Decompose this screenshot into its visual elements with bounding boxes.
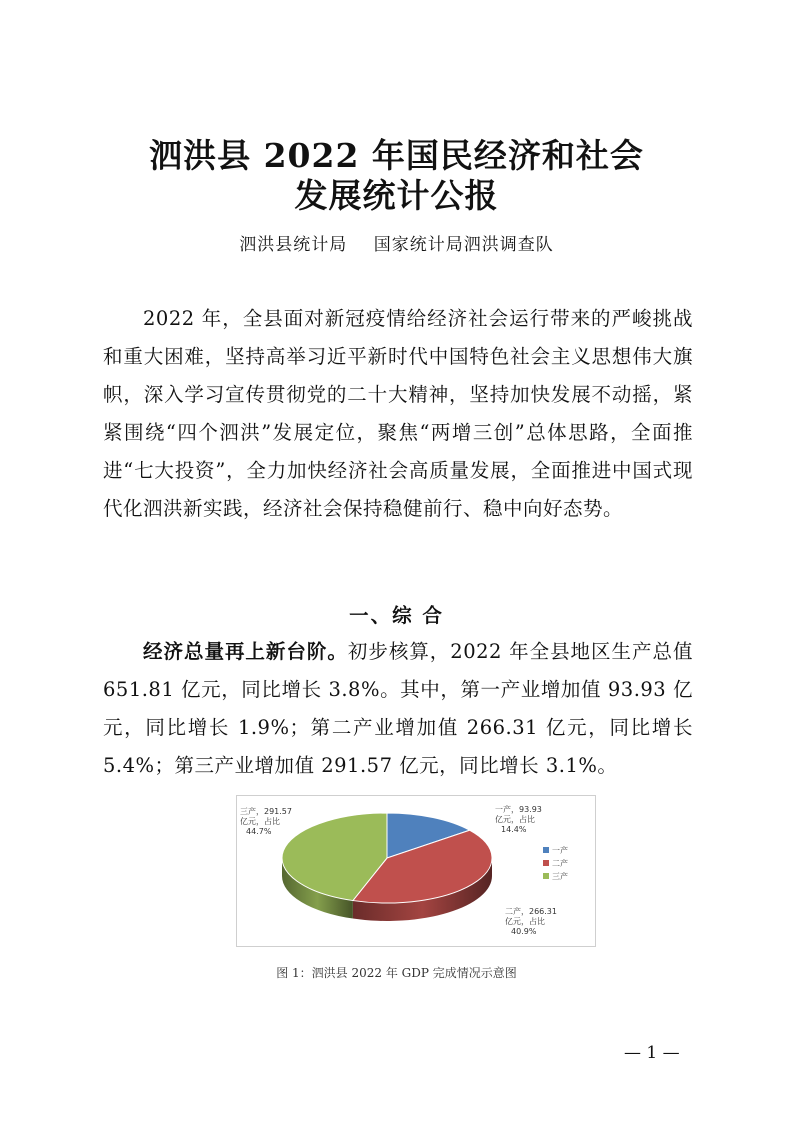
page-number: — 1 — (624, 1043, 680, 1063)
slice-label-三产: 三产，291.57 亿元，占比 44.7% (240, 807, 292, 836)
authors (0, 230, 793, 255)
author-1: 泗洪县统计局 (239, 235, 348, 255)
intro-paragraph: 2022 年，全县面对新冠疫情给经济社会运行带来的严峻挑战和重大困难，坚持高举习近平新时代中国特色社会主义思想伟大旗帜，深入学习宣传贯彻党的二十大精神，坚持加快发展不动摇，紧紧围绕“四个泗洪”发展定位，聚焦“两增三创”总体思路，全面推进“七大投资”，全力加快经济社会高质量发展，全面推进中国式现代化泗洪新实践，经济社会保持稳健前行、稳中向好态势。 (103, 307, 693, 520)
gdp-pie-chart (236, 795, 596, 947)
legend-swatch-二产 (543, 860, 549, 866)
legend-label-二产: 二产 (552, 859, 568, 868)
legend-swatch-三产 (543, 873, 549, 879)
legend-label-一产: 一产 (552, 846, 568, 855)
slice-label-一产: 一产，93.93 亿元，占比 14.4% (495, 805, 542, 834)
figure-caption: 图 1：泗洪县 2022 年 GDP 完成情况示意图 (276, 966, 517, 980)
legend-swatch-一产 (543, 847, 549, 853)
section-heading: 一、综 合 (349, 604, 444, 627)
title-line-1: 泗洪县 2022 年国民经济和社会 (149, 136, 644, 175)
section-paragraph (103, 633, 693, 785)
section-text: 初步核算，2022 年全县地区生产总值 651.81 亿元，同比增长 3.8%。其中，第一产业增加值 93.93 亿元，同比增长 1.9%；第二产业增加值 266.31 亿元，同比增长 5.4%；第三产业增加值 291.57 亿元，同比增长 3.1%。 (103, 640, 693, 777)
author-2: 国家统计局泗洪调查队 (373, 235, 554, 255)
legend-label-三产: 三产 (552, 872, 568, 881)
title-line-2: 发展统计公报 (294, 176, 499, 215)
lead-sentence: 经济总量再上新台阶。 (143, 640, 348, 663)
pie-svg (237, 796, 595, 946)
slice-label-二产: 二产，266.31 亿元，占比 40.9% (505, 907, 557, 936)
